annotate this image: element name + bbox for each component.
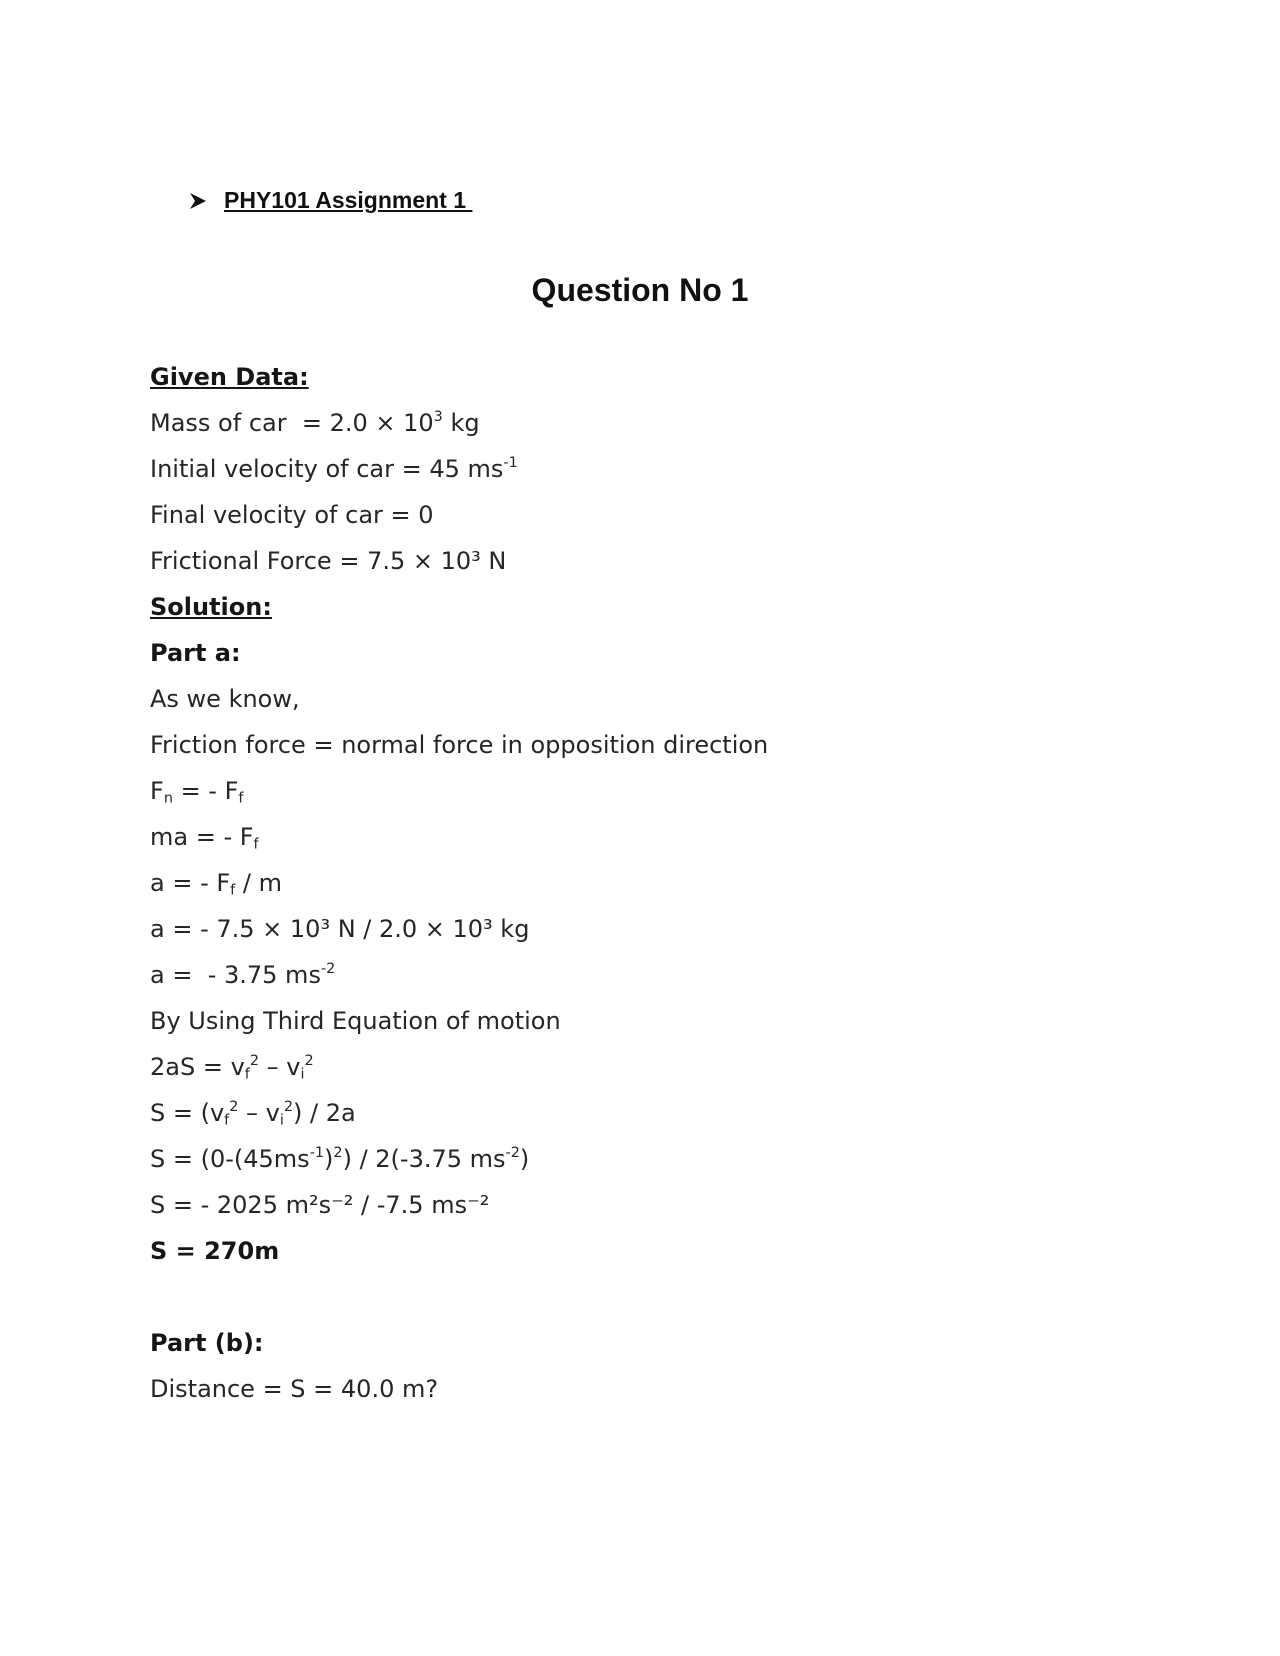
question-title (0, 272, 1280, 309)
assignment-heading (188, 187, 472, 214)
friction-definition-line: Friction force = normal force in opposition direction (150, 731, 769, 759)
equation-2as: $2aS = v_f^2 - v_i^2$ (150, 1052, 314, 1083)
third-equation-line: By Using Third Equation of motion (150, 1007, 561, 1035)
part-a-heading: Part a: (150, 639, 241, 667)
equation-a-formula: a = - $F_f$ / m (150, 869, 282, 899)
equation-a-substitution: a = - 7.5 × 10³ N / 2.0 × 10³ kg (150, 915, 530, 943)
equation-ma: ma = - $F_f$ (150, 823, 259, 853)
equation-fn: $F_n$ = - $F_f$ (150, 777, 244, 807)
given-data-heading: Given Data: (150, 363, 309, 391)
result-s: S = 270m (150, 1237, 280, 1265)
assignment-title: PHY101 Assignment 1 (224, 187, 473, 213)
final-velocity-line: Final velocity of car = 0 (150, 501, 434, 529)
arrowhead-bullet-icon (188, 191, 208, 211)
frictional-force-line: Frictional Force = 7.5 × 10³ N (150, 547, 507, 575)
part-b-heading: Part (b): (150, 1329, 264, 1357)
equation-s-substitution: $S = (0-(45ms^{-1})^2) / 2(-3.75$ $ms^{-2}$) (150, 1144, 530, 1173)
initial-velocity-line: Initial velocity of car = 45 $ms^{-1}$ (150, 454, 518, 483)
equation-a-value: a = - 3.75 $ms^{-2}$ (150, 960, 336, 989)
equation-s-formula: $S = (v_f^2 - v_i^2) / 2a$ (150, 1098, 356, 1129)
as-we-know-line: As we know, (150, 685, 300, 713)
equation-s-simplified: S = - 2025 m²s⁻² / -7.5 ms⁻² (150, 1191, 490, 1219)
mass-line: Mass of car = $2.0 \times 10^3$ kg (150, 408, 480, 437)
solution-heading: Solution: (150, 593, 272, 621)
question-title-text: Question No 1 (531, 272, 749, 308)
distance-line: Distance = S = 40.0 m? (150, 1375, 439, 1403)
